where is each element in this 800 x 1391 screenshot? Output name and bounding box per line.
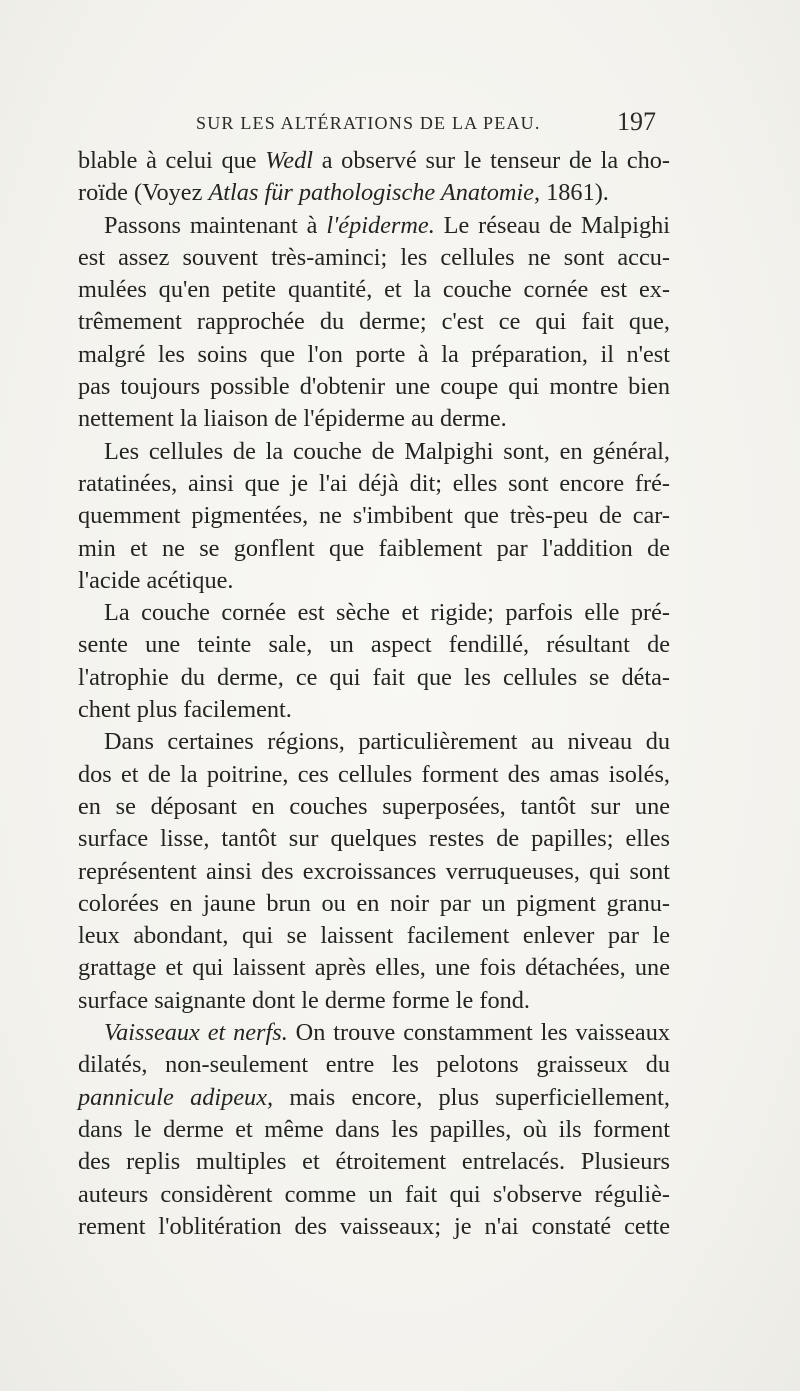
text-run: surface lisse, tantôt sur quelques restes de papilles; elles	[78, 825, 670, 853]
text-run: quemment pigmentées, ne s'imbibent que très-peu de car-	[78, 502, 670, 530]
text-line	[78, 726, 670, 758]
text-run: dans le derme et même dans les papilles, où ils forment	[78, 1115, 670, 1143]
text-line	[78, 1211, 670, 1243]
text-run: Les cellules de la couche de Malpighi sont, en général,	[104, 437, 670, 465]
text-line	[78, 952, 670, 984]
text-line	[78, 500, 670, 532]
text-line	[78, 1082, 670, 1114]
text-line	[78, 210, 670, 242]
text-line	[78, 177, 670, 209]
text-run: rement l'oblitération des vaisseaux; je n'ai constaté cette	[78, 1212, 670, 1240]
text-line	[78, 759, 670, 791]
text-run: mais encore, plus superficiellement,	[273, 1083, 671, 1111]
italic-text: pannicule adipeux,	[78, 1083, 274, 1111]
text-run: colorées en jaune brun ou en noir par un pigment granu-	[78, 889, 670, 917]
page-number: 197	[617, 107, 656, 136]
text-line	[78, 1146, 670, 1178]
text-line	[78, 565, 670, 597]
body-text	[78, 145, 670, 1243]
text-run: malgré les soins que l'on porte à la préparation, il n'est	[78, 340, 670, 368]
text-run: des replis multiples et étroitement entrelacés. Plusieurs	[78, 1148, 670, 1176]
text-run: leux abondant, qui se laissent facilement enlever par le	[78, 922, 670, 950]
text-run: en se déposant en couches superposées, tantôt sur une	[78, 792, 670, 820]
text-line	[78, 888, 670, 920]
text-run: nettement la liaison de l'épiderme au derme.	[78, 405, 507, 433]
text-line	[78, 436, 670, 468]
text-line	[78, 629, 670, 661]
text-line	[78, 403, 670, 435]
italic-text: Atlas für pathologische Anatomie,	[208, 179, 541, 207]
text-run: grattage et qui laissent après elles, une fois détachées, une	[78, 954, 670, 982]
text-line	[78, 1179, 670, 1211]
text-line	[78, 306, 670, 338]
text-run: dilatés, non-seulement entre les pelotons graisseux du	[78, 1051, 670, 1079]
italic-text: l'épiderme.	[326, 211, 435, 239]
text-run: représentent ainsi des excroissances verruqueuses, qui sont	[78, 857, 670, 885]
text-run: La couche cornée est sèche et rigide; parfois elle pré-	[104, 599, 670, 627]
text-run: On trouve constamment les vaisseaux	[287, 1019, 670, 1047]
text-line	[78, 533, 670, 565]
text-run: Le réseau de Malpighi	[434, 211, 670, 239]
text-run: l'atrophie du derme, ce qui fait que les cellules se déta-	[78, 663, 670, 691]
text-run: blable à celui que	[78, 147, 266, 174]
text-run: Dans certaines régions, particulièrement au niveau du	[104, 728, 670, 756]
text-run: pas toujours possible d'obtenir une coupe qui montre bien	[78, 373, 670, 401]
text-line	[78, 920, 670, 952]
text-run: trêmement rapprochée du derme; c'est ce qui fait que,	[78, 308, 670, 336]
italic-text: Vaisseaux et nerfs.	[104, 1019, 288, 1047]
text-line	[78, 274, 670, 306]
text-line	[78, 856, 670, 888]
text-line	[78, 1114, 670, 1146]
text-run: min et ne se gonflent que faiblement par l'addition de	[78, 534, 670, 562]
text-line	[78, 694, 670, 726]
text-line	[78, 1049, 670, 1081]
text-run: ratatinées, ainsi que je l'ai déjà dit; elles sont encore fré-	[78, 469, 670, 497]
text-run: l'acide acétique.	[78, 566, 234, 594]
text-run: 1861).	[540, 179, 609, 207]
text-run: dos et de la poitrine, ces cellules forment des amas isolés,	[78, 760, 670, 788]
text-line	[78, 823, 670, 855]
text-run: Passons maintenant à	[104, 211, 327, 239]
text-run: roïde (Voyez	[78, 179, 209, 207]
text-line	[78, 468, 670, 500]
text-run: mulées qu'en petite quantité, et la couche cornée est ex-	[78, 276, 670, 304]
text-line	[78, 339, 670, 371]
running-head	[78, 107, 678, 139]
text-line	[78, 242, 670, 274]
text-line	[78, 662, 670, 694]
text-line	[78, 597, 670, 629]
text-line	[78, 791, 670, 823]
text-run: chent plus facilement.	[78, 696, 292, 724]
running-title: SUR LES ALTÉRATIONS DE LA PEAU.	[196, 113, 541, 133]
text-line	[78, 145, 670, 177]
text-run: auteurs considèrent comme un fait qui s'observe réguliè-	[78, 1180, 670, 1208]
text-line	[78, 985, 670, 1017]
text-run: a observé sur le tenseur de la cho-	[312, 147, 671, 174]
text-line	[78, 371, 670, 403]
italic-text: Wedl	[265, 147, 313, 174]
text-run: est assez souvent très-aminci; les cellules ne sont accu-	[78, 243, 670, 271]
text-run: surface saignante dont le derme forme le fond.	[78, 986, 531, 1014]
text-line	[78, 1017, 670, 1049]
text-run: sente une teinte sale, un aspect fendillé, résultant de	[78, 631, 670, 659]
